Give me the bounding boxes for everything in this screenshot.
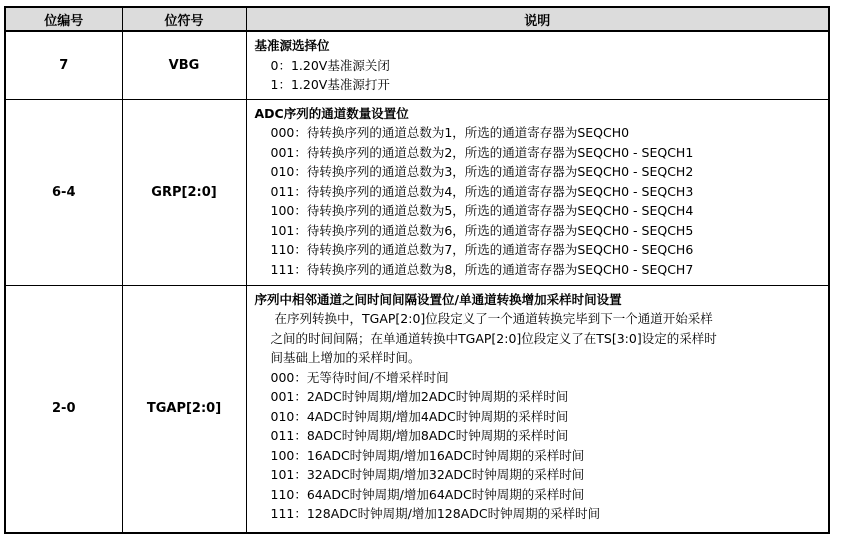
register-bit-table <box>4 6 830 534</box>
header-description: 说明 <box>246 7 829 31</box>
bit-value-option: 101：32ADC时钟周期/增加32ADC时钟周期的采样时间 <box>270 467 585 482</box>
bit-value-option: 000：待转换序列的通道总数为1，所选的通道寄存器为SEQCH0 <box>270 125 630 140</box>
table-row <box>5 285 829 533</box>
bit-value-option: 111：待转换序列的通道总数为8，所选的通道寄存器为SEQCH0 - SEQCH7 <box>270 261 694 277</box>
bit-number-cell: 7 <box>5 31 122 99</box>
bit-symbol-cell: GRP[2:0] <box>122 99 246 285</box>
description-cell <box>246 31 829 99</box>
header-bit-number: 位编号 <box>5 7 122 31</box>
bit-value-option: 100：16ADC时钟周期/增加16ADC时钟周期的采样时间 <box>270 447 585 463</box>
header-bit-symbol: 位符号 <box>122 7 246 31</box>
bit-symbol-cell: VBG <box>122 31 246 99</box>
bit-value-option: 000：无等待时间/不增采样时间 <box>270 369 449 385</box>
bit-value-option: 011：待转换序列的通道总数为4，所选的通道寄存器为SEQCH0 - SEQCH3 <box>270 183 694 199</box>
bit-value-option: 110：64ADC时钟周期/增加64ADC时钟周期的采样时间 <box>270 486 585 502</box>
bit-symbol-cell: TGAP[2:0] <box>122 285 246 533</box>
bit-number-cell: 2-0 <box>5 285 122 533</box>
description-title: 序列中相邻通道之间时间间隔设置位/单通道转换增加采样时间设置 <box>254 291 622 307</box>
bit-value-option: 001：2ADC时钟周期/增加2ADC时钟周期的采样时间 <box>270 389 569 404</box>
bit-value-option: 100：待转换序列的通道总数为5，所选的通道寄存器为SEQCH0 - SEQCH4 <box>270 203 694 218</box>
bit-value-option: 101：待转换序列的通道总数为6，所选的通道寄存器为SEQCH0 - SEQCH5 <box>270 222 694 238</box>
table-row <box>5 31 829 99</box>
description-title: 基准源选择位 <box>254 38 330 53</box>
header-row <box>5 7 829 31</box>
bit-value-option: 011：8ADC时钟周期/增加8ADC时钟周期的采样时间 <box>270 428 569 443</box>
bit-value-option: 010：待转换序列的通道总数为3，所选的通道寄存器为SEQCH0 - SEQCH2 <box>270 164 694 179</box>
table-row <box>5 99 829 285</box>
bit-value-option: 010：4ADC时钟周期/增加4ADC时钟周期的采样时间 <box>270 408 569 424</box>
bit-value-option: 001：待转换序列的通道总数为2，所选的通道寄存器为SEQCH0 - SEQCH1 <box>270 144 694 160</box>
bit-number-cell: 6-4 <box>5 99 122 285</box>
bit-value-option: 110：待转换序列的通道总数为7，所选的通道寄存器为SEQCH0 - SEQCH6 <box>270 242 694 257</box>
description-cell <box>246 99 829 285</box>
bit-value-option: 111：128ADC时钟周期/增加128ADC时钟周期的采样时间 <box>270 506 601 521</box>
description-paragraph: 在序列转换中，TGAP[2:0]位段定义了一个通道转换完毕到下一个通道开始采样 之间的时间间隔；在单通道转换中TGAP[2:0]位段定义了在TS[3:0]设定的采样时 间基础上增加的采样时间。 <box>270 311 717 365</box>
bit-value-option: 1：1.20V基准源打开 <box>270 77 390 92</box>
description-title: ADC序列的通道数量设置位 <box>254 105 409 121</box>
description-cell <box>246 285 829 533</box>
bit-value-option: 0：1.20V基准源关闭 <box>270 57 390 73</box>
